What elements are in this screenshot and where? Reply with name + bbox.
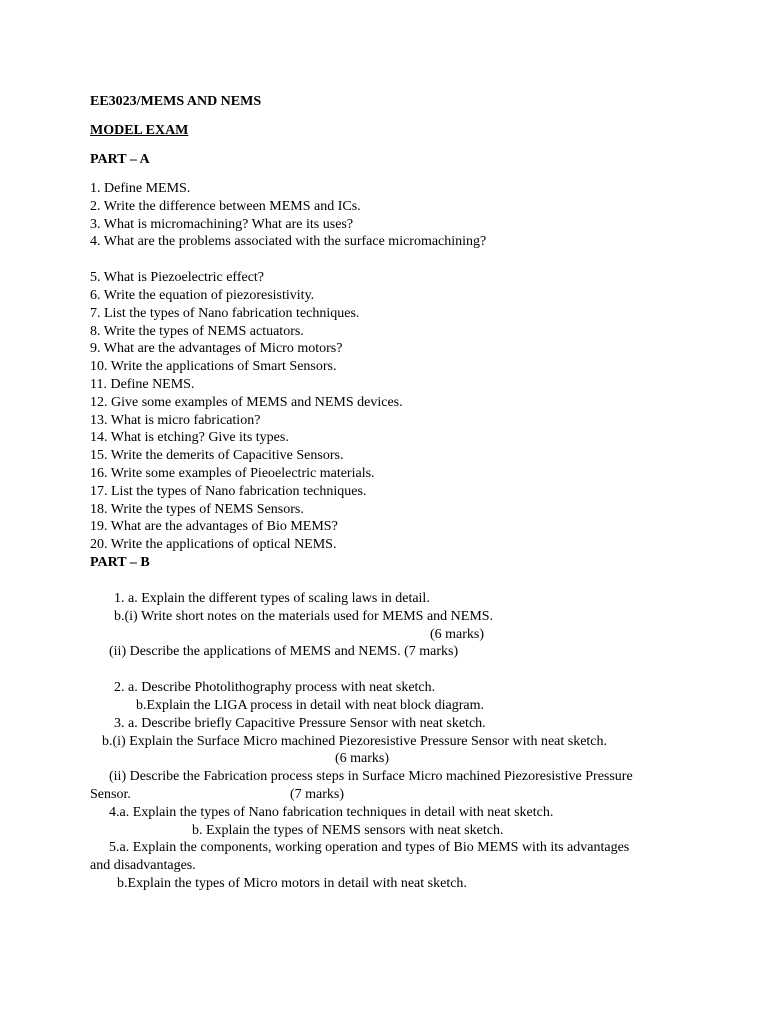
question-line: 4.a. Explain the types of Nano fabrication techniques in detail with neat sketch. <box>109 804 554 820</box>
question-line: and disadvantages. <box>90 858 196 874</box>
exam-page <box>90 93 680 893</box>
question-item: 5. What is Piezoelectric effect? <box>90 270 265 286</box>
part-a-question-list-1 <box>90 180 680 251</box>
question-line: b. Explain the types of NEMS sensors with neat sketch. <box>192 822 504 838</box>
question-item: 4. What are the problems associated with the surface micromachining? <box>90 234 487 250</box>
question-item: 6. Write the equation of piezoresistivity. <box>90 287 315 303</box>
question-item: 3. What is micromachining? What are its uses? <box>90 216 354 232</box>
question-line: 1. a. Explain the different types of scaling laws in detail. <box>114 590 430 606</box>
spacer <box>90 661 680 679</box>
question-line: Sensor. <box>90 786 131 802</box>
question-item: 2. Write the difference between MEMS and ICs. <box>90 198 361 214</box>
question-line: b.Explain the types of Micro motors in detail with neat sketch. <box>117 875 467 891</box>
marks-label: (6 marks) <box>335 751 390 767</box>
spacer <box>90 251 680 269</box>
question-line: 2. a. Describe Photolithography process with neat sketch. <box>114 680 436 696</box>
question-item: 19. What are the advantages of Bio MEMS? <box>90 519 338 535</box>
question-item: 9. What are the advantages of Micro motors? <box>90 341 343 357</box>
question-item: 16. Write some examples of Pieoelectric materials. <box>90 465 375 481</box>
question-item: 7. List the types of Nano fabrication techniques. <box>90 305 360 321</box>
question-item: 18. Write the types of NEMS Sensors. <box>90 501 304 517</box>
part-b-heading: PART – B <box>90 554 150 570</box>
question-item: 12. Give some examples of MEMS and NEMS devices. <box>90 394 403 410</box>
part-a-heading: PART – A <box>90 152 150 167</box>
question-line: b.Explain the LIGA process in detail with neat block diagram. <box>136 697 484 713</box>
marks-label: (6 marks) <box>430 626 485 642</box>
question-item: 20. Write the applications of optical NEMS. <box>90 537 337 553</box>
question-item: 17. List the types of Nano fabrication techniques. <box>90 483 367 499</box>
question-item: 14. What is etching? Give its types. <box>90 430 289 446</box>
question-line: b.(i) Explain the Surface Micro machined Piezoresistive Pressure Sensor with neat sketch. <box>102 733 608 749</box>
part-a-question-list-2 <box>90 269 680 554</box>
question-item: 15. Write the demerits of Capacitive Sensors. <box>90 448 344 464</box>
marks-label: (7 marks) <box>290 786 345 802</box>
question-line: (ii) Describe the Fabrication process steps in Surface Micro machined Piezoresistive Pressure <box>109 769 633 785</box>
question-line: 5.a. Explain the components, working operation and types of Bio MEMS with its advantages <box>109 840 630 856</box>
exam-title: MODEL EXAM <box>90 123 189 138</box>
question-line: (ii) Describe the applications of MEMS and NEMS. (7 marks) <box>109 644 459 660</box>
question-item: 10. Write the applications of Smart Sensors. <box>90 359 337 375</box>
question-item: 8. Write the types of NEMS actuators. <box>90 323 304 339</box>
question-item: 1. Define MEMS. <box>90 181 191 196</box>
question-line: b.(i) Write short notes on the materials used for MEMS and NEMS. <box>114 608 494 624</box>
question-item: 13. What is micro fabrication? <box>90 412 261 428</box>
part-b-questions <box>90 590 680 893</box>
question-line: 3. a. Describe briefly Capacitive Pressure Sensor with neat sketch. <box>114 715 486 731</box>
course-title: EE3023/MEMS AND NEMS <box>90 94 262 109</box>
question-item: 11. Define NEMS. <box>90 376 195 392</box>
question-line-row <box>90 786 680 804</box>
